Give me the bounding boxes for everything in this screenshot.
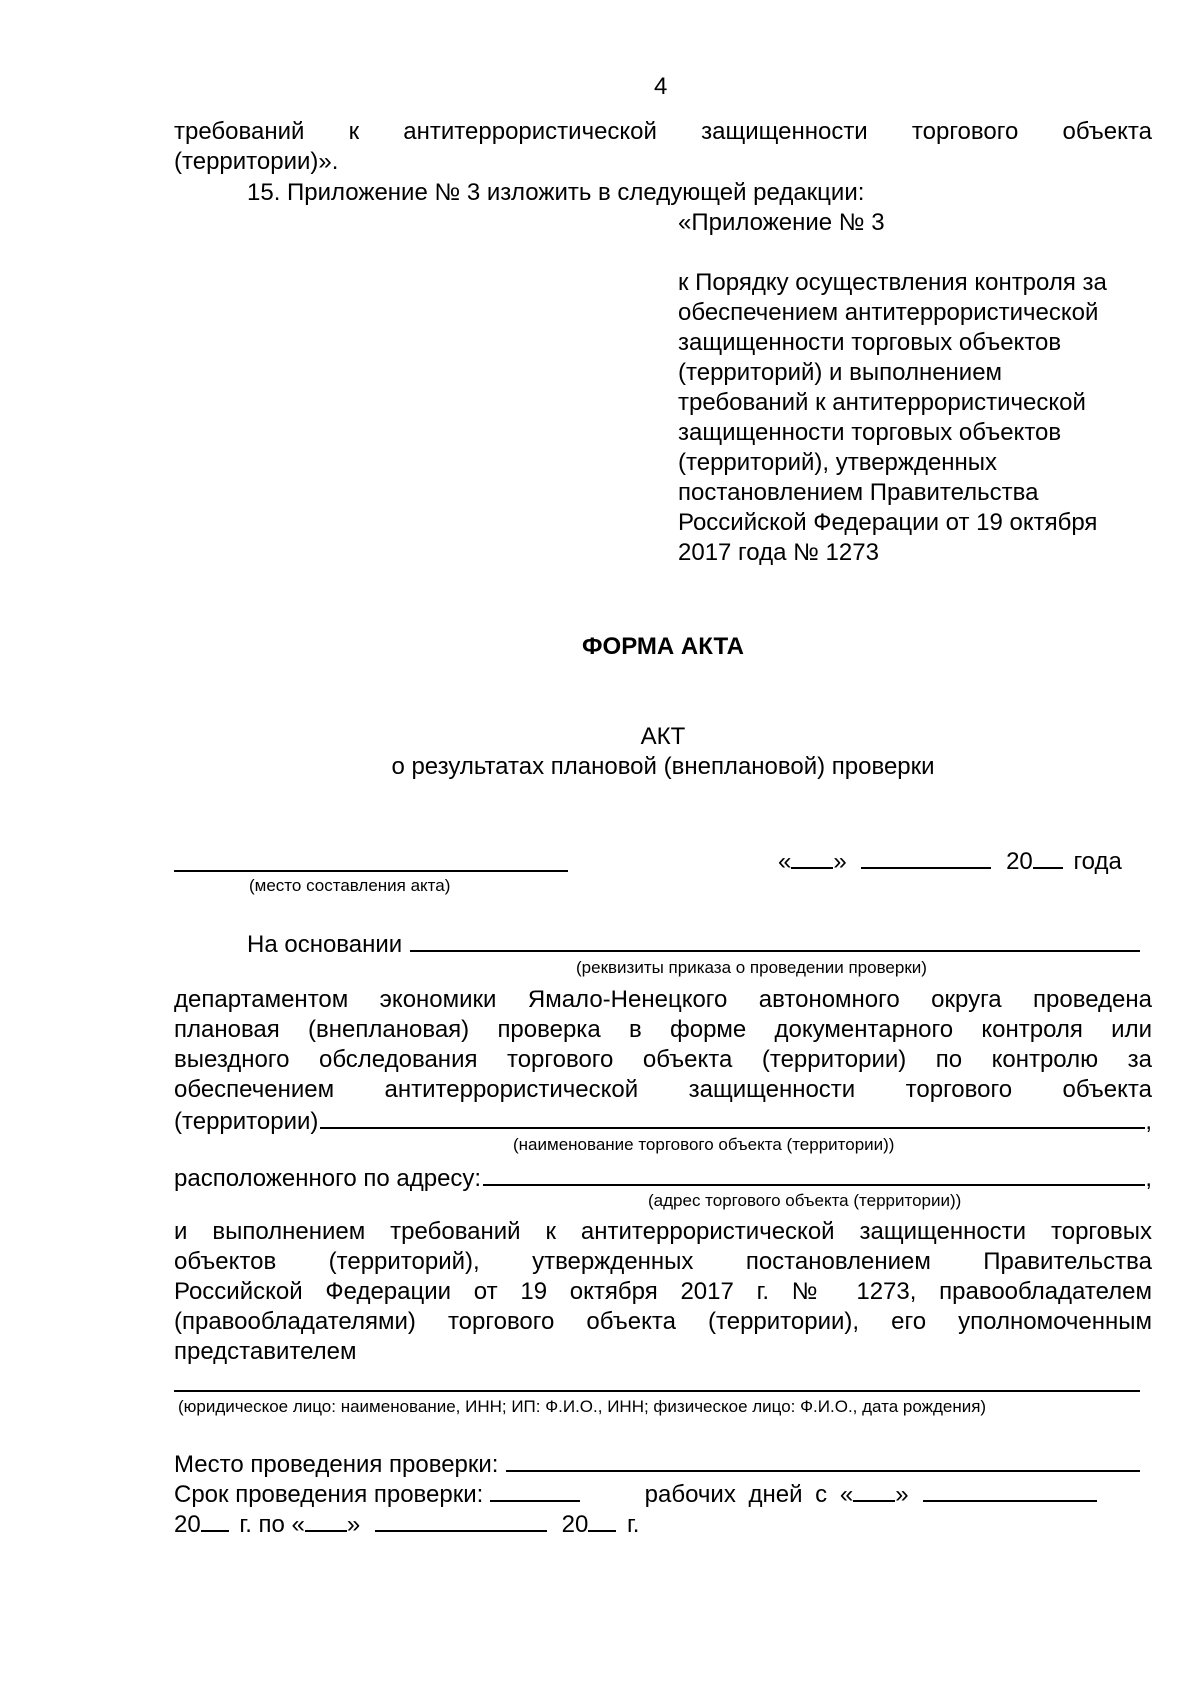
g-end-label: г. [626, 1511, 640, 1538]
body2-line: объектов (территорий), утвержденных постановлением Правительства [174, 1248, 1152, 1275]
appendix-line: к Порядку осуществления контроля за [678, 269, 1107, 296]
address-row [174, 1162, 1152, 1194]
body1-line: выездного обследования торгового объекта (территории) по контролю за [174, 1046, 1152, 1073]
appendix-line: обеспечением антитеррористической [678, 299, 1099, 326]
place-caption: (место составления акта) [249, 876, 451, 895]
address-label: расположенного по адресу: [174, 1165, 482, 1192]
end-year-field[interactable] [588, 1508, 616, 1532]
basis-caption: (реквизиты приказа о проведении проверки) [576, 958, 927, 977]
body2-line: (правообладателями) торгового объекта (территории), его уполномоченным [174, 1308, 1152, 1335]
item-15: 15. Приложение № 3 изложить в следующей редакции: [247, 179, 865, 206]
g-po-label: г. по « [239, 1511, 305, 1538]
year-field[interactable] [1033, 845, 1063, 869]
date-open-quote: « [778, 848, 792, 875]
address-field[interactable] [483, 1162, 1145, 1186]
end-day-field[interactable] [305, 1508, 347, 1532]
appendix-line: требований к антитеррористической [678, 389, 1086, 416]
work-days-label: рабочих дней с « [644, 1481, 854, 1508]
body2-line: представителем [174, 1338, 357, 1365]
appendix-reference [678, 268, 1158, 568]
object-name-field[interactable] [320, 1105, 1145, 1129]
inspection-term-row-2 [174, 1508, 639, 1540]
year-word: года [1073, 848, 1122, 875]
address-caption: (адрес торгового объекта (территории)) [648, 1191, 962, 1210]
basis-label: На основании [247, 931, 403, 958]
end-year-prefix: 20 [561, 1511, 589, 1538]
inspection-place-row [174, 1448, 1140, 1480]
basis-field[interactable] [410, 928, 1140, 952]
start-quote-close: » [895, 1481, 909, 1508]
inspection-place-field[interactable] [506, 1448, 1140, 1472]
month-field[interactable] [861, 845, 991, 869]
inspection-term-label: Срок проведения проверки: [174, 1481, 484, 1508]
end-quote-close: » [346, 1511, 361, 1538]
year-prefix: 20 [1006, 848, 1033, 875]
inspection-place-label: Место проведения проверки: [174, 1451, 499, 1478]
basis-row [247, 928, 1140, 960]
act-subtitle: о результатах плановой (внеплановой) проверки [391, 753, 935, 780]
body1-line: департаментом экономики Ямало-Ненецкого автономного округа проведена [174, 986, 1152, 1013]
appendix-line: защищенности торговых объектов [678, 419, 1062, 446]
start-year-prefix: 20 [174, 1511, 201, 1538]
appendix-line: постановлением Правительства [678, 479, 1039, 506]
appendix-title: «Приложение № 3 [678, 209, 885, 236]
body2-line: и выполнением требований к антитеррористической защищенности торговых [174, 1218, 1152, 1245]
day-field[interactable] [791, 845, 833, 869]
appendix-line: (территорий) и выполнением [678, 359, 1003, 386]
address-comma: , [1145, 1165, 1152, 1192]
body1-line: плановая (внеплановая) проверка в форме документарного контроля или [174, 1016, 1152, 1043]
representative-field-line[interactable] [174, 1390, 1140, 1392]
object-label: (территории) [174, 1108, 319, 1135]
start-year-field[interactable] [201, 1508, 229, 1532]
intro-line-1: требований к антитеррористической защищенности торгового объекта [174, 118, 1152, 145]
start-day-field[interactable] [853, 1478, 895, 1502]
intro-line-2: (территории)». [174, 148, 339, 175]
appendix-line: 2017 года № 1273 [678, 539, 879, 566]
appendix-line: защищенности торговых объектов [678, 329, 1062, 356]
start-month-field[interactable] [923, 1478, 1097, 1502]
body1-line: обеспечением антитеррористической защищенности торгового объекта [174, 1076, 1152, 1103]
end-month-field[interactable] [375, 1508, 547, 1532]
term-days-field[interactable] [490, 1478, 580, 1502]
object-comma: , [1145, 1108, 1152, 1135]
object-caption: (наименование торгового объекта (территории)) [513, 1135, 895, 1154]
form-title: ФОРМА АКТА [582, 633, 744, 660]
body2-line: Российской Федерации от 19 октября 2017 г. № 1273, правообладателем [174, 1278, 1152, 1305]
appendix-line: Российской Федерации от 19 октября [678, 509, 1098, 536]
date-line [778, 845, 1122, 877]
place-field-line[interactable] [174, 870, 568, 872]
page-number: 4 [654, 73, 668, 100]
date-close-quote: » [833, 848, 847, 875]
inspection-term-row [174, 1478, 1152, 1510]
representative-caption: (юридическое лицо: наименование, ИНН; ИП: Ф.И.О., ИНН; физическое лицо: Ф.И.О., дата рождения) [178, 1397, 987, 1416]
object-row [174, 1105, 1152, 1137]
act-title: АКТ [640, 723, 686, 750]
appendix-line: (территорий), утвержденных [678, 449, 998, 476]
